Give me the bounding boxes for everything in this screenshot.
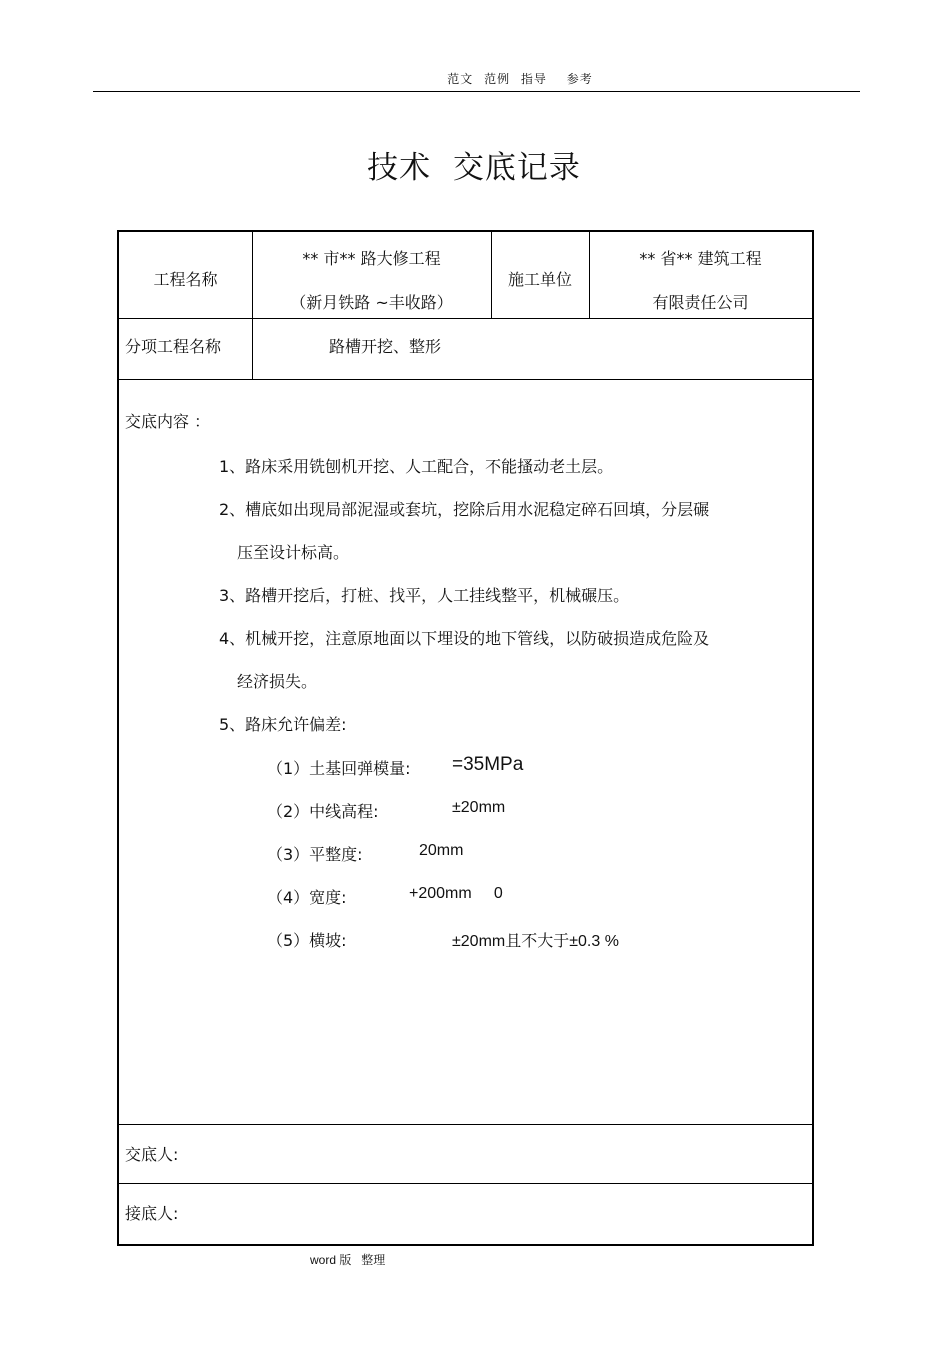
row-divider [119,379,812,380]
contractor-line2: 有限责任公司 [652,293,749,312]
contractor-label: 施工单位 [507,270,572,289]
tolerance-label: （3）平整度: [267,845,363,864]
receiver-label: 接底人: [125,1204,179,1223]
project-name-line2: （新月铁路 ~丰收路） [290,293,453,312]
instruction-item: 1、路床采用铣刨机开挖、人工配合，不能搔动老土层。 [219,457,614,476]
tolerance-value: 20mm [419,842,464,859]
tolerance-label: （1）土基回弹模量: [267,759,411,778]
page-header [0,70,950,87]
footer-item: word 版 [310,1253,352,1267]
discloser-label: 交底人: [125,1145,179,1164]
header-item: 范例 [484,72,511,86]
project-name-label: 工程名称 [153,270,218,289]
tolerance-value: +200mm 0 [409,885,503,902]
sub-project-value: 路槽开挖、整形 [329,337,442,356]
instruction-item-continued: 压至设计标高。 [237,543,350,562]
header-item: 范文 [447,72,474,86]
record-table [117,230,814,1246]
tolerance-label: （2）中线高程: [267,802,379,821]
contractor-line1: ** 省** 建筑工程 [639,249,762,268]
header-item: 指导 [520,72,547,86]
project-name-line1: ** 市** 路大修工程 [302,249,441,268]
footer-item: 整理 [361,1253,386,1267]
row-divider [119,1183,812,1184]
row-divider [119,318,812,319]
header-divider [93,91,860,92]
instruction-item: 5、路床允许偏差: [219,715,347,734]
instruction-item: 3、路槽开挖后，打桩、找平，人工挂线整平，机械碾压。 [219,586,630,605]
page-footer [310,1251,391,1268]
document-title: 技术 交底记录 [367,150,581,186]
tolerance-value: =35MPa [452,754,524,775]
header-item: 参考 [566,72,593,86]
instruction-item: 4、机械开挖，注意原地面以下埋设的地下管线，以防破损造成危险及 [219,629,710,648]
content-label: 交底内容 ： [125,412,211,431]
row-divider [119,1124,812,1125]
tolerance-value: ±20mm且不大于±0.3 % [452,933,619,950]
tolerance-label: （4）宽度: [267,888,347,907]
instruction-item-continued: 经济损失。 [237,672,318,691]
tolerance-value: ±20mm [452,799,506,816]
sub-project-label: 分项工程名称 [125,337,222,356]
instruction-item: 2、槽底如出现局部泥湿或套坑，挖除后用水泥稳定碎石回填，分层碾 [219,500,710,519]
tolerance-label: （5）横坡: [267,931,347,950]
